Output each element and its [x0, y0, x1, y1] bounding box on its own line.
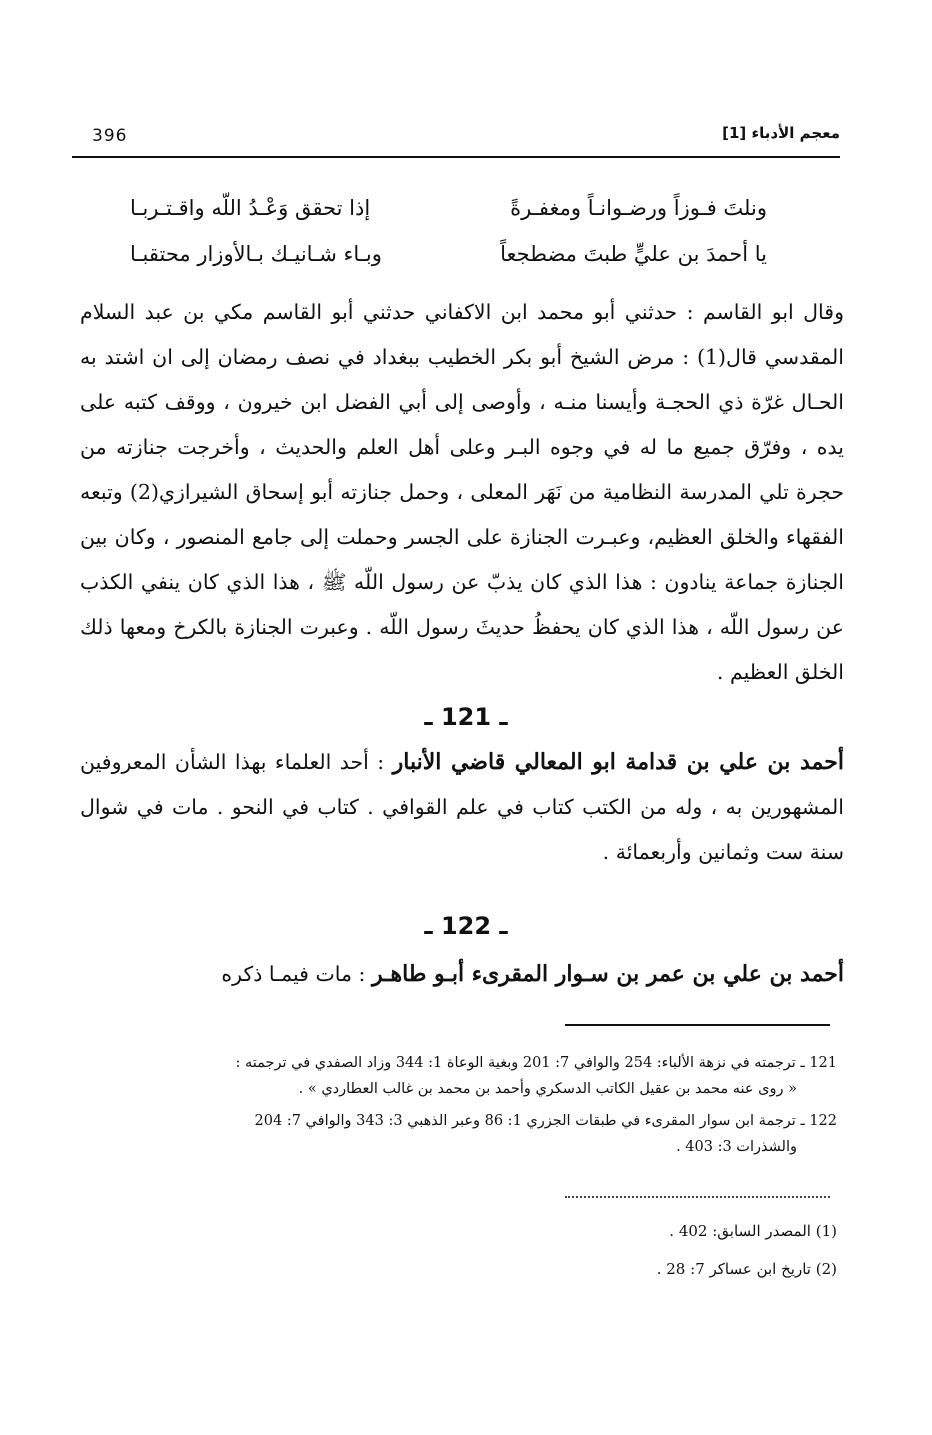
verse-line — [130, 242, 767, 282]
note-line: والشذرات 3: 403 . — [676, 1139, 797, 1155]
footnotes-divider — [565, 1196, 830, 1198]
entry-text: : مات فيمـا ذكره — [221, 962, 372, 986]
body-paragraph: وقال ابو القاسم : حدثني أبو محمد ابن الاكفاني حدثني أبو القاسم مكي بن عبد السلام المقدسي قال(1) : مرض الشيخ أبو بكر الخطيب ببغداد في نصف رمضان إلى ان اشتد به الحـال غرّة ذي الحجـة وأيسنا منـه ، وأوصى إلى أبي الفضل ابن خيرون ، ووقف كتبه على يده ، وفرّق جميع ما له في وجوه البـر وعلى أهل العلم والحديث ، وأخرجت جنازته من حجرة تلي المدرسة النظامية من نَهَر المعلى ، وحمل جنازته أبو إسحاق الشيرازي(2) وتبعه الفقهاء والخلق العظيم، وعبـرت الجنازة على الجسر وحملت إلى جامع المنصور ، وكان بين الجنازة جماعة ينادون : هذا الذي كان يذبّ عن رسول اللّه ﷺ ، هذا الذي كان ينفي الكذب عن رسول اللّه ، هذا الذي كان يحفظُ حديثَ رسول اللّه . وعبرت الجنازة بالكرخ ومعها ذلك الخلق العظيم . — [80, 300, 845, 684]
entry-text: : أحد العلماء بهذا الشأن المعروفين المشهورين به ، وله من الكتب كتاب في علم القوافي . كتاب في النحو . مات في شوال سنة ست وثمانين وأربعمائة . — [80, 750, 844, 864]
note-line: 122 ـ ترجمة ابن سوار المقرىء في طبقات الجزري 1: 86 وعبر الذهبي 3: 343 والوافي 7: 204 — [254, 1113, 837, 1129]
footnote-2: (2) تاريخ ابن عساكر 7: 28 . — [656, 1260, 837, 1278]
entry-number: ـ 121 ـ — [424, 703, 508, 731]
verse-second-hemistich: إذا تحقق وَعْـدُ اللّه واقـتـربـا — [130, 196, 371, 220]
verse-line — [130, 196, 767, 236]
verse-first-hemistich: يا أحمدَ بن عليٍّ طبتَ مضطجعاً — [500, 242, 767, 266]
notes-divider — [565, 1024, 830, 1026]
page-header — [72, 122, 840, 158]
entry-name: أحمد بن علي بن عمر بن سـوار المقرىء أبـو طاهـر — [371, 961, 844, 987]
book-title: معجم الأدباء [1] — [722, 124, 840, 142]
entry-122 — [80, 952, 844, 997]
entry-number: ـ 122 ـ — [424, 912, 508, 940]
entry-121 — [80, 740, 844, 875]
footnote-1: (1) المصدر السابق: 402 . — [669, 1222, 837, 1240]
note-line: 121 ـ ترجمته في نزهة الألباء: 254 والوافي 7: 201 وبغية الوعاة 1: 344 وزاد الصفدي في ترجمته : — [235, 1055, 837, 1071]
page-number: 396 — [92, 126, 128, 146]
note-line: « روى عنه محمد بن عقيل الكاتب الدسكري وأحمد بن محمد بن غالب العطاردي » . — [298, 1081, 797, 1097]
editor-notes — [120, 1050, 837, 1160]
entry-name: أحمد بن علي بن قدامة ابو المعالي قاضي الأنبار — [392, 749, 844, 775]
verse-first-hemistich: ونلتَ فـوزاً ورضـوانـاً ومغفـرةً — [510, 196, 767, 220]
verse-second-hemistich: وبـاء شـانيـك بـالأوزار محتقبـا — [130, 242, 382, 266]
